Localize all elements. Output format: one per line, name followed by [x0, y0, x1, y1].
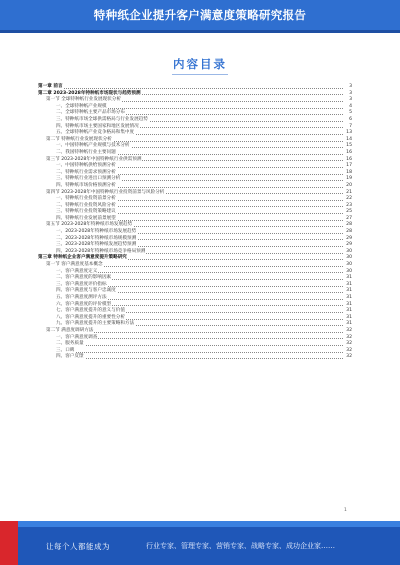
toc-entry-text: 四、特种纸行业发展前景展望 — [56, 215, 116, 221]
toc-entry-page: 32 — [343, 328, 352, 335]
toc-entry-page: 20 — [343, 183, 352, 190]
toc-entry-text: 八、客户满意度提升的重要性分析 — [56, 314, 125, 320]
toc-entry-page: 21 — [343, 190, 352, 197]
toc-entry[interactable] — [38, 341, 352, 348]
toc-entry-page: 18 — [343, 170, 352, 177]
toc-entry-text: 一、2023-2028年特种纸市场发展趋势 — [56, 229, 137, 235]
toc-entry-text: 第二节 满意度调研方法 — [46, 327, 94, 333]
toc-entry[interactable] — [38, 97, 352, 104]
toc-entry[interactable] — [38, 308, 352, 315]
toc-entry-page: 32 — [343, 354, 352, 361]
toc-entry-text: 三、特种纸行业投资策略建议 — [56, 209, 116, 215]
toc-entry[interactable] — [38, 295, 352, 302]
toc-entry-page: 25 — [343, 209, 352, 216]
toc-entry[interactable] — [38, 176, 352, 183]
toc-entry-text: 九、客户满意度提升的主要策略和方法 — [56, 321, 135, 327]
toc-entry-page: 31 — [343, 308, 352, 315]
footer-slogan: 让每个人都能成为 — [46, 542, 110, 551]
toc-entry-page: 31 — [343, 288, 352, 295]
toc-entry-text: 三、口碑 — [56, 347, 75, 353]
toc-entry-page: 30 — [343, 255, 352, 262]
toc-entry-text: 二、特种纸行业需求预测分析 — [56, 169, 116, 175]
toc-entry-page: 30 — [343, 269, 352, 276]
toc-entry-text: 二、2023-2028年特种纸市场规模预测 — [56, 235, 137, 241]
toc-entry[interactable] — [38, 143, 352, 150]
toc-entry-page: 6 — [343, 117, 352, 124]
toc-entry-page: 31 — [343, 315, 352, 322]
toc-entry-text: 第一节 全球特种纸行业发展现状分析 — [46, 97, 121, 103]
toc-leader-dots — [56, 345, 343, 346]
toc-entry-page: 13 — [343, 130, 352, 137]
toc-entry[interactable] — [38, 209, 352, 216]
page-number: 1 — [344, 508, 347, 513]
toc-entry-text: 一、全球特种纸产业规模 — [56, 103, 107, 109]
toc-entry-page: 31 — [343, 302, 352, 309]
toc-entry[interactable] — [38, 183, 352, 190]
toc-entry-text: 二、客户满意度的影响因素 — [56, 275, 112, 281]
toc-entry-page: 32 — [343, 348, 352, 355]
footer-wave — [18, 521, 400, 527]
footer-roles: 行业专家、管理专家、营销专家、战略专家、成功企业家…… — [146, 542, 335, 550]
toc-entry-text: 第一章 前言 — [38, 84, 63, 89]
toc-entry-text: 第二章 2023-2028年特种纸市场现状与趋势预测 — [38, 90, 141, 96]
toc-entry-text: 五、客户满意度测评方法 — [56, 295, 107, 300]
toc-entry-text: 三、特种纸行业进出口预测分析 — [56, 176, 121, 182]
toc-entry-text: 一、客户满意度定义 — [56, 268, 98, 274]
toc-entry-text: 四、客户反馈 — [56, 354, 84, 360]
toc-entry-page: 4 — [343, 104, 352, 111]
toc-leader-dots — [38, 88, 343, 89]
toc-entry-page: 30 — [343, 249, 352, 256]
toc-entry-page: 7 — [343, 124, 352, 131]
toc-entry-page: 27 — [343, 216, 352, 223]
toc-entry-page: 19 — [343, 176, 352, 183]
toc-entry[interactable] — [38, 262, 352, 269]
toc-entry-text: 四、客户满意度与客户忠诚度 — [56, 288, 116, 294]
header-band — [0, 30, 400, 33]
toc-entry[interactable] — [38, 288, 352, 295]
toc-entry-page: 32 — [343, 335, 352, 342]
toc-title-underline — [172, 74, 228, 75]
toc-entry-page: 14 — [343, 137, 352, 144]
toc-entry-text: 四、特种纸市场价格预测分析 — [56, 182, 116, 188]
toc-entry-text: 二、特种纸行业投资风险分析 — [56, 202, 116, 208]
toc-entry[interactable] — [38, 321, 352, 328]
toc-entry-page: 3 — [343, 84, 352, 91]
footer-banner — [0, 521, 400, 565]
toc-entry-text: 三、2023-2028年特种纸发展趋势预测 — [56, 242, 137, 248]
toc-entry[interactable] — [38, 229, 352, 236]
toc-entry-page: 29 — [343, 236, 352, 243]
toc-entry-page: 29 — [343, 242, 352, 249]
toc-entry[interactable] — [38, 335, 352, 342]
toc-entry[interactable] — [38, 275, 352, 282]
toc-entry-text: 一、中国特种纸供给预测分析 — [56, 163, 116, 169]
toc-leader-dots — [56, 358, 343, 359]
toc-entry-text: 第一节 客户满意度基本概念 — [46, 262, 103, 268]
toc-entry-page: 28 — [343, 222, 352, 229]
toc-entry-text: 第三章 特种纸企业客户满意度提升策略研究 — [38, 255, 127, 261]
toc-entry-page: 31 — [343, 321, 352, 328]
toc-entry-text: 第五节 2023-2028年特种纸市场发展趋势 — [46, 222, 133, 228]
toc-leader-dots — [56, 352, 343, 353]
toc-entry-page: 30 — [343, 262, 352, 269]
toc-entry-page: 32 — [343, 341, 352, 348]
toc-entry-text: 二、我国特种纸行业主要问题 — [56, 149, 116, 155]
toc-entry[interactable] — [38, 196, 352, 203]
toc-entry[interactable] — [38, 110, 352, 117]
toc-entry[interactable] — [38, 84, 352, 91]
toc-entry[interactable] — [38, 117, 352, 124]
toc-entry-text: 二、全球特种纸主要产品市场分布 — [56, 110, 125, 116]
toc-entry-text: 第二节 特种纸行业发展现状分析 — [46, 136, 112, 142]
toc-entry-page: 28 — [343, 229, 352, 236]
toc-entry-page: 5 — [343, 110, 352, 117]
toc-entry-text: 一、客户满意度调查 — [56, 334, 98, 340]
toc-entry-page: 3 — [343, 91, 352, 98]
toc-entry-text: 三、客户满意度评价指标 — [56, 281, 107, 287]
toc-entry[interactable] — [38, 150, 352, 157]
toc-entry[interactable] — [38, 348, 352, 355]
toc-entry-page: 16 — [343, 157, 352, 164]
toc-entry-text: 一、中国特种纸产业规模与技术分析 — [56, 143, 130, 149]
toc-entry-text: 七、客户满意度提升的意义与价值 — [56, 308, 125, 314]
toc-entry-page: 15 — [343, 143, 352, 150]
toc-entry-text: 四、2023-2028年特种纸市场竞争格局预测 — [56, 248, 146, 254]
toc-entry-page: 3 — [343, 97, 352, 104]
toc-entry[interactable] — [38, 354, 352, 361]
toc-entry-page: 31 — [343, 275, 352, 282]
toc-entry-text: 五、全球特种纸产业竞争格局和集中度 — [56, 130, 135, 136]
toc-entry-text: 二、服务质量 — [56, 341, 84, 347]
toc-entry-page: 31 — [343, 295, 352, 302]
toc-entry-text: 六、客户满意度的评价模型 — [56, 301, 112, 307]
toc-leader-dots — [56, 338, 343, 339]
toc-entry-page: 22 — [343, 196, 352, 203]
toc-entry-text: 四、特种纸市场主要国家和地区发展情况 — [56, 123, 139, 129]
footer-accent-stripe — [0, 521, 18, 565]
toc-entry[interactable] — [38, 242, 352, 249]
toc-entry[interactable] — [38, 130, 352, 137]
toc-title: 内容目录 — [173, 57, 227, 71]
toc-entry-text: 第四节 2023-2028年中国特种纸行业投资前景与风险分析 — [46, 189, 165, 195]
toc-entry[interactable] — [38, 328, 352, 335]
toc-entry-page: 17 — [343, 163, 352, 170]
table-of-contents — [38, 84, 352, 361]
toc-entry-text: 三、特种纸市场全球供需格局与行业发展趋势 — [56, 116, 148, 122]
toc-leader-dots — [56, 272, 343, 273]
toc-entry[interactable] — [38, 163, 352, 170]
report-title: 特种纸企业提升客户满意度策略研究报告 — [93, 8, 307, 22]
toc-entry-text: 第三节 2023-2028年中国特种纸行业供需预测 — [46, 156, 142, 162]
toc-entry-text: 一、特种纸行业投资前景分析 — [56, 196, 116, 202]
toc-entry-page: 16 — [343, 150, 352, 157]
toc-entry-page: 31 — [343, 282, 352, 289]
toc-entry-page: 23 — [343, 203, 352, 210]
